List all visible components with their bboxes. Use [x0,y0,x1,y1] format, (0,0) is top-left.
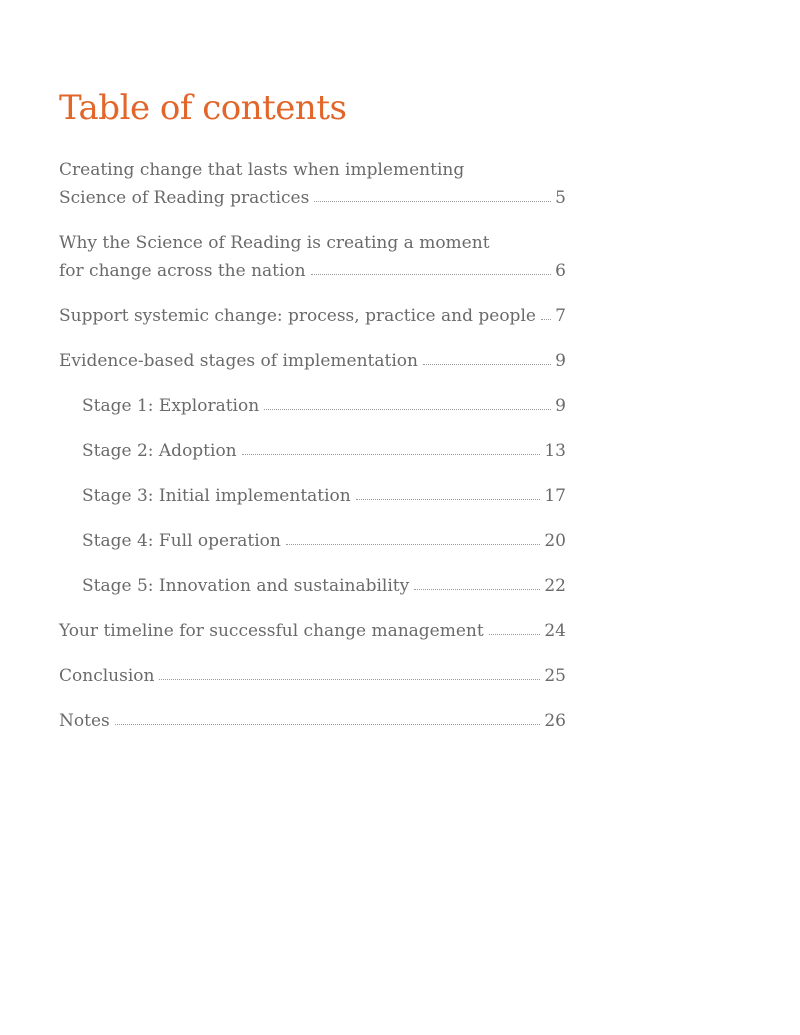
toc-subentry[interactable] [59,437,566,465]
toc-page-number: 9 [555,351,566,371]
toc-entry-title: Stage 4: Full operation [82,531,281,551]
toc-entry-title: Science of Reading practices [59,188,310,208]
dot-leader [414,588,540,590]
toc-entry-title-line: Why the Science of Reading is creating a moment [59,233,490,253]
toc-entry[interactable] [59,662,566,690]
dot-leader [159,678,540,680]
dot-leader [286,543,541,545]
dot-leader [314,200,551,202]
toc-page-number: 6 [555,261,566,281]
toc-page-number: 9 [555,396,566,416]
toc-page-number: 5 [555,188,566,208]
toc-entry-title: Support systemic change: process, practice and people [59,306,536,326]
toc-entry-title: Stage 5: Innovation and sustainability [82,576,410,596]
toc-subentry[interactable] [59,572,566,600]
toc-entry-title-line: Creating change that lasts when implementing [59,160,465,180]
dot-leader [356,498,541,500]
dot-leader [489,633,541,635]
toc-entry[interactable] [59,617,566,645]
dot-leader [242,453,541,455]
toc-page-number: 26 [544,711,566,731]
dot-leader [115,723,541,725]
toc-entry[interactable] [59,229,566,285]
toc-entry[interactable] [59,156,566,212]
dot-leader [541,318,551,320]
dot-leader [264,408,551,410]
toc-entry[interactable] [59,707,566,735]
toc-subentry[interactable] [59,482,566,510]
toc-list [59,156,566,735]
toc-entry-title: Evidence-based stages of implementation [59,351,418,371]
toc-subentry[interactable] [59,392,566,420]
toc-page-number: 24 [544,621,566,641]
toc-page-number: 22 [544,576,566,596]
page-title: Table of contents [59,88,347,128]
toc-entry-title: for change across the nation [59,261,306,281]
toc-entry-title: Stage 1: Exploration [82,396,260,416]
dot-leader [423,363,551,365]
toc-entry-title: Stage 2: Adoption [82,441,237,461]
toc-entry[interactable] [59,302,566,330]
dot-leader [311,273,552,275]
toc-page-number: 7 [555,306,566,326]
toc-page-number: 20 [544,531,566,551]
toc-entry[interactable] [59,347,566,375]
toc-entry-title: Notes [59,711,110,731]
toc-entry-title: Conclusion [59,666,155,686]
toc-page-number: 13 [544,441,566,461]
toc-entry-title: Your timeline for successful change management [59,621,484,641]
toc-page-number: 17 [544,486,566,506]
toc-entry-title: Stage 3: Initial implementation [82,486,351,506]
toc-subentry[interactable] [59,527,566,555]
toc-page-number: 25 [544,666,566,686]
